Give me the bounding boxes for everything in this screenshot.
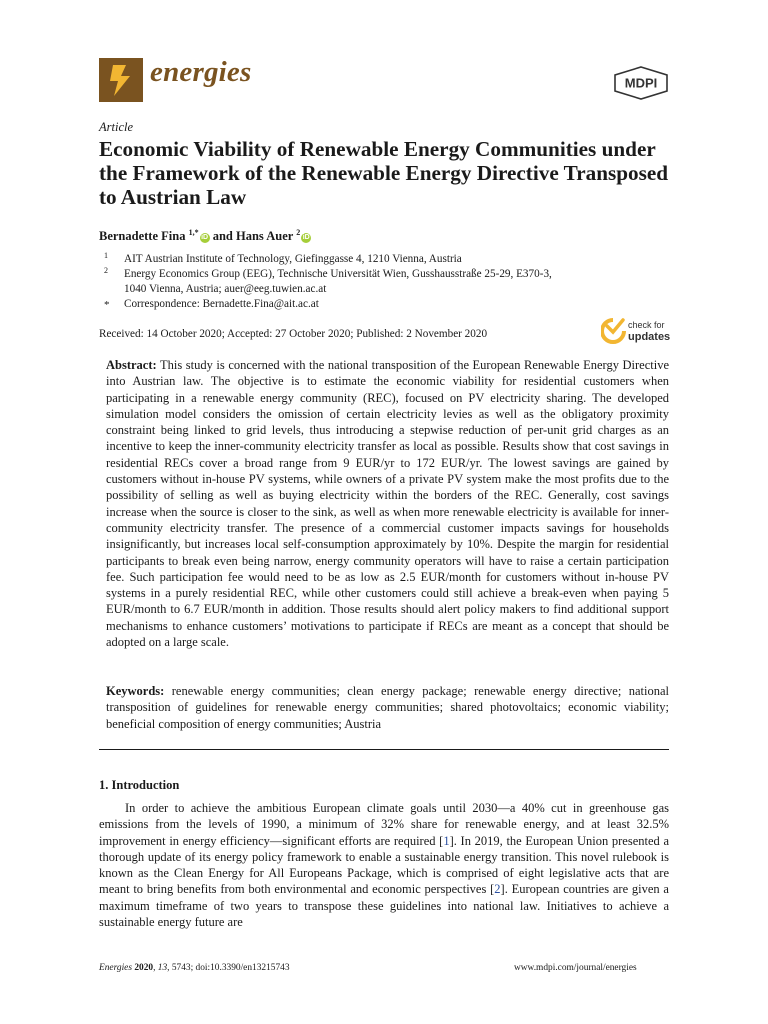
footer-citation: Energies 2020, 13, 5743; doi:10.3390/en13215743 [99,963,290,973]
author-conjunction: and [212,229,233,244]
affiliation-text-continued: 1040 Vienna, Austria; auer@eeg.tuwien.ac.at [124,283,327,295]
keywords [106,683,669,732]
author-affiliation-sup: 1,* [188,228,199,237]
footer-journal-url[interactable]: www.mdpi.com/journal/energies [514,963,637,973]
abstract-label: Abstract: [106,358,157,372]
footer-year: 2020 [134,963,154,973]
publisher-logo[interactable] [612,66,670,100]
check-updates-line1: check for [628,320,665,330]
publisher-name: MDPI [624,75,658,91]
check-for-updates-badge[interactable] [601,317,673,345]
intro-text: ]. In 2019, the European Union presented a thorough update of its energy policy framework to enable a sustainable energy transition. This novel rulebook is known as the Clean Energy for All Europeans Package, which is comprised of eight legislative acts that are meant to bring benefits from both environmental and economic perspectives [ [99,833,669,897]
journal-logo [99,58,143,102]
intro-text: ]. European countries are given a maximum timeframe of two years to transpose these guidelines into national law. Initiatives to achieve a sustainable energy future are [99,882,669,930]
section-divider [99,749,669,750]
footer-doi[interactable]: , 5743; doi:10.3390/en13215743 [167,963,290,973]
section-heading: 1. Introduction [99,778,180,792]
keywords-text: renewable energy communities; clean energy package; renewable energy directive; national transposition of guidelines for renewable energy communities; shared photovoltaics; economic viability; beneficial composition of energy communities; Austria [106,684,669,731]
affiliation-text: AIT Austrian Institute of Technology, Giefinggasse 4, 1210 Vienna, Austria [124,253,462,265]
introduction-paragraph [99,800,669,930]
citation-link[interactable]: 1 [443,833,450,848]
footer-volume: 13 [157,963,168,973]
check-updates-line2: updates [628,331,671,343]
intro-text: In order to achieve the ambitious European climate goals until 2030—a 40% cut in greenhouse gas emissions from the levels of 1990, a minimum of 32% share for renewable energy, and at least 32.5% improvement in energy efficiency—significant efforts are required [ [99,801,669,848]
publication-dates: Received: 14 October 2020; Accepted: 27 October 2020; Published: 2 November 2020 [99,328,488,340]
abstract-text: This study is concerned with the national transposition of the European Renewable Energy Directive into Austrian law. The objective is to estimate the economic viability for residential customers when participating in a renewable energy community (REC), focused on PV electricity sharing. The developed simulation model considers the omission of certain electricity levies as well as the obligatory proximity constraint being linked to grid levels, thus introducing a stepwise reduction of per-unit grid charges as an incentive to keep the inner-community electricity transfer as local as possible. Results show that cost savings in residential RECs cover a broad range from 9 EUR/yr to 172 EUR/yr. The lowest savings are gained by customers without in-house PV systems, while owners of a private PV system make the most profits due to the possibility of selling as well as buying electricity within the borders of the REC. Generally, cost savings increase when the source is closer to the sink, as well as when more renewable electricity is available for inner-community electricity transfer. The presence of a commercial customer impacts savings for households insignificantly, but increases local self-consumption approximately by 10%. Despite the margin for residential participants to break even being narrow, energy community operators will have to raise a certain participation fee. Such participation fee would need to be as low as 2.5 EUR/month for customers without in-house PV systems in a purely residential REC, while other customers could still achieve a break-even when paying 5 EUR/month to 6.7 EUR/month in addition. Those results should alert policy makers to find additional support mechanisms to enhance customers’ motivations to participate if RECs are meant as a concept that should be adopted on a large scale. [106,358,669,650]
article-type: Article [99,120,134,134]
affiliation-text: Energy Economics Group (EEG), Technische Universität Wien, Gusshausstraße 25-29, E370-3, [124,268,552,280]
orcid-icon[interactable]: iD [302,234,310,242]
orcid-icon[interactable]: iD [201,234,209,242]
lightning-bolt-icon [99,58,143,102]
journal-name[interactable]: energies [150,56,252,88]
correspondence-text: Correspondence: Bernadette.Fina@ait.ac.at [124,298,319,310]
citation-link[interactable]: 2 [494,882,501,897]
author-name[interactable]: Hans Auer [235,229,294,244]
author-name[interactable]: Bernadette Fina [99,229,186,244]
abstract [106,357,669,650]
affiliation-number: 2 [104,266,108,275]
author-affiliation-sup: 2 [296,228,301,237]
article-title: Economic Viability of Renewable Energy Communities under the Framework of the Renewable Energy Directive Transposed to Austrian Law [99,137,669,209]
correspondence-mark: * [104,299,110,311]
check-updates-icon [602,320,624,342]
affiliation-number: 1 [104,251,108,260]
author-list [99,228,311,244]
footer-journal: Energies [99,963,132,973]
keywords-label: Keywords: [106,684,165,698]
